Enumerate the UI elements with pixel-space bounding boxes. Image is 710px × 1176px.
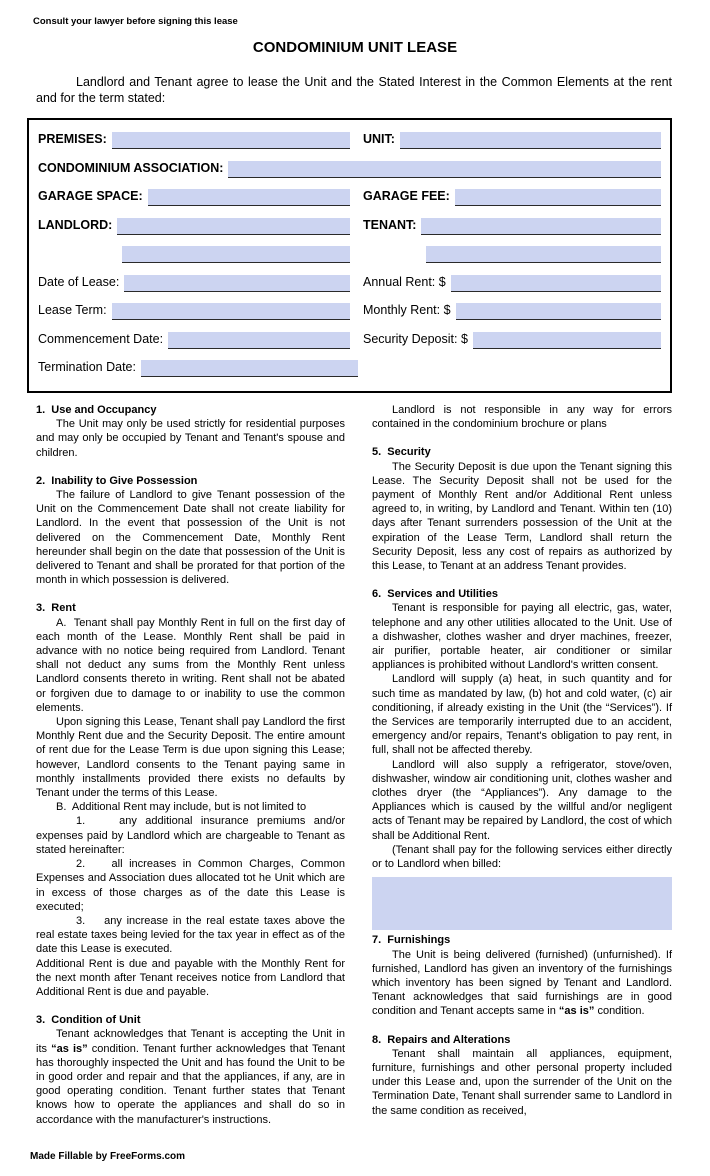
garage-fee-label: GARAGE FEE: xyxy=(363,189,450,203)
section-gap xyxy=(36,587,345,601)
page-title: CONDOMINIUM UNIT LEASE xyxy=(252,39,458,56)
section-2-paragraph: The failure of Landlord to give Tenant possession of the Unit on the Commencement Date shall not create liability for Landlord. In the event that possession of the Unit is not delivered on the Commencement Date, Monthly Rent hereunder shall begin on the date that possession of the Unit is delivered to Tenant and shall be prorated for that portion of the month in which possession is delivered. xyxy=(36,489,345,587)
garage-space-input[interactable] xyxy=(148,189,350,206)
premises-label: PREMISES: xyxy=(38,132,107,146)
commencement-date-label: Commencement Date: xyxy=(38,331,164,346)
landlord-input[interactable] xyxy=(117,218,350,235)
services-paid-by-tenant-input[interactable] xyxy=(372,877,672,930)
garage-space-label: GARAGE SPACE: xyxy=(38,189,143,203)
form-row-date-annual xyxy=(38,272,661,292)
date-of-lease-input[interactable] xyxy=(124,275,350,292)
section-6-paragraph-services-paid: (Tenant shall pay for the following services either directly or to Landlord when billed: xyxy=(372,843,672,871)
lease-term-input[interactable] xyxy=(112,303,350,320)
security-deposit-label: Security Deposit: $ xyxy=(363,331,468,346)
form-row-garage xyxy=(38,186,661,206)
form-row-association xyxy=(38,158,661,178)
monthly-rent-label: Monthly Rent: $ xyxy=(363,303,451,317)
premises-input[interactable] xyxy=(112,132,350,149)
section-3-paragraph-b: B. Additional Rent may include, but is not limited to xyxy=(56,801,307,814)
additional-rent-item-2: 2. all increases in Common Charges, Common Expenses and Association dues allocated tot he Unit which are in excess of those charges as of the date this Lease is executed; xyxy=(36,858,345,913)
condition-text-pre: Tenant acknowledges that Tenant is accepting the Unit in its xyxy=(36,1028,345,1055)
lease-details-box xyxy=(27,118,672,393)
section-3-rent-heading: 3. Rent xyxy=(36,602,76,615)
section-8-heading: 8. Repairs and Alterations xyxy=(372,1033,511,1046)
condo-association-label: CONDOMINIUM ASSOCIATION: xyxy=(38,160,224,175)
section-2-heading: 2. Inability to Give Possession xyxy=(36,474,198,487)
section-condition-paragraph xyxy=(36,1027,345,1126)
landlord-input-line2[interactable] xyxy=(122,246,350,263)
as-is-bold: “as is” xyxy=(51,1042,88,1055)
landlord-label: LANDLORD: xyxy=(38,217,113,232)
section-3-paragraph-due: Additional Rent is due and payable with the Monthly Rent for the next month after Tenant receives notice from Landlord that Additional Rent is due and payable. xyxy=(36,957,345,998)
monthly-rent-input[interactable] xyxy=(456,303,661,320)
section-3-paragraph-a: A. Tenant shall pay Monthly Rent in full on the first day of each month of the Lease. Monthly Rent shall be paid in advance with no notice being required from Landlord. Tenant shall not deduct any sums from the Monthly Rent unless Landlord consents thereto in writing. Rent shall not be abated or forgiven due to damage to or inability to use the common elements. xyxy=(36,616,345,714)
garage-fee-input[interactable] xyxy=(455,189,661,206)
section-1-paragraph: The Unit may only be used strictly for residential purposes and may only be occupied by Tenant and Tenant's spouse and children. xyxy=(36,418,345,459)
right-column xyxy=(372,403,672,1118)
section-6-heading: 6. Services and Utilities xyxy=(372,588,498,601)
section-gap xyxy=(372,1019,672,1033)
commencement-date-input[interactable] xyxy=(168,332,350,349)
made-fillable-footer: Made Fillable by FreeForms.com xyxy=(30,1151,186,1162)
additional-rent-item-1: 1. any additional insurance premiums and/or expenses paid by Landlord which are chargeable to Tenant as stated hereinafter: xyxy=(36,815,345,856)
lawyer-notice: Consult your lawyer before signing this lease xyxy=(33,16,238,27)
form-row-commencement-deposit xyxy=(38,329,661,349)
lease-term-label: Lease Term: xyxy=(38,303,107,317)
section-gap xyxy=(372,573,672,587)
section-8-paragraph: Tenant shall maintain all appliances, equipment, furniture, furnishings and other personal property included under this Lease and, upon the surrender of the Unit on the Termination Date, Tenant shall surrender same to Landlord in the same condition as received, xyxy=(372,1047,672,1117)
intro-paragraph: Landlord and Tenant agree to lease the Unit and the Stated Interest in the Common Elements at the rent and for the term stated: xyxy=(36,75,672,105)
termination-date-input[interactable] xyxy=(141,360,358,377)
condo-association-input[interactable] xyxy=(228,161,661,178)
unit-label: UNIT: xyxy=(363,132,395,146)
form-row-premises-unit xyxy=(38,129,661,149)
date-of-lease-label: Date of Lease: xyxy=(38,274,120,289)
termination-date-label: Termination Date: xyxy=(38,360,136,374)
form-row-parties xyxy=(38,215,661,235)
annual-rent-label: Annual Rent: $ xyxy=(363,274,446,289)
section-7-paragraph xyxy=(372,948,672,1019)
continuation-paragraph: Landlord is not responsible in any way for errors contained in the condominium brochure or plans xyxy=(372,404,672,431)
left-column xyxy=(36,403,345,1127)
section-5-paragraph: The Security Deposit is due upon the Tenant signing this Lease. The Security Deposit shall not be used for the payment of Monthly Rent and/or Additional Rent unless agreed to, in writing, by Landlord and Tenant. Within ten (10) days after Tenant surrenders possession of the Unit at the expiration of the Lease Term, Landlord shall return the Security Deposit, less any cost of repairs as authorized by this Lease, to Tenant at an address Tenant provides. xyxy=(372,460,672,573)
section-gap xyxy=(36,460,345,474)
section-6-paragraph-utilities: Tenant is responsible for paying all electric, gas, water, telephone and any other utilities allocated to the Unit. Use of a dishwasher, clothes washer and dryer machines, freezer, air purifier, portable heater, air conditioner or similar appliances is prohibited without Landlord's written consent. xyxy=(372,602,672,672)
as-is-bold: “as is” xyxy=(558,1005,595,1018)
section-condition-heading: 3. Condition of Unit xyxy=(36,1014,141,1027)
tenant-input[interactable] xyxy=(421,218,661,235)
furnishings-text-pre: The Unit is being delivered (furnished) (unfurnished). If furnished, Landlord has given an inventory of the furnishings which inventory has been signed by Tenant and Landlord. Tenant acknowledges that said furnishings are in good condition and Tenant accepts same in xyxy=(372,948,672,1018)
section-3-paragraph-signing: Upon signing this Lease, Tenant shall pay Landlord the first Monthly Rent due and the Security Deposit. The entire amount of rent due for the Lease Term is due upon signing this Lease; however, Landlord consents to the Tenant paying same in monthly installments provided there exists no defaults by Tenant under the terms of this Lease. xyxy=(36,716,345,800)
additional-rent-item-3: 3. any increase in the real estate taxes above the real estate taxes being levied for the tax year in effect as of the date this Lease is executed. xyxy=(36,914,345,956)
section-1-heading: 1. Use and Occupancy xyxy=(36,404,157,416)
section-7-heading: 7. Furnishings xyxy=(372,934,451,947)
form-row-term-monthly xyxy=(38,300,661,320)
annual-rent-input[interactable] xyxy=(451,275,661,292)
form-row-parties-line2 xyxy=(38,243,661,263)
unit-input[interactable] xyxy=(400,132,661,149)
section-gap xyxy=(372,431,672,445)
tenant-label: TENANT: xyxy=(363,217,417,232)
section-6-paragraph-supply: Landlord will supply (a) heat, in such quantity and for such time as mandated by law, (b) hot and cold water, (c) air conditioning, if already existing in the Unit (the “Services”). If the Services are temporarily interrupted due to an accident, emergency and/or repairs, Tenant's obligation to pay rent, in full, shall not be affected thereby. xyxy=(372,673,672,757)
section-6-paragraph-appliances: Landlord will also supply a refrigerator, stove/oven, dishwasher, window air conditioning unit, clothes washer and clothes dryer (the “Appliances”). Any damage to the Appliances which is caused by the willful and/or negligent acts of Tenant may be repaired by Landlord, the cost of which shall be Additional Rent. xyxy=(372,758,672,842)
furnishings-text-post: condition. xyxy=(594,1005,645,1018)
section-gap xyxy=(36,999,345,1013)
security-deposit-input[interactable] xyxy=(473,332,661,349)
section-5-heading: 5. Security xyxy=(372,446,431,459)
tenant-input-line2[interactable] xyxy=(426,246,661,263)
form-row-termination xyxy=(38,357,661,377)
condition-text-post: condition. Tenant further acknowledges that Tenant has thoroughly inspected the Unit and has found the Unit to be in good order and repair and that the appliances, if any, are in good operating condition. Tenant further states that Tenant knows how to operate the appliances and shall do so in accordance with the manufacturer's instructions. xyxy=(36,1042,346,1126)
